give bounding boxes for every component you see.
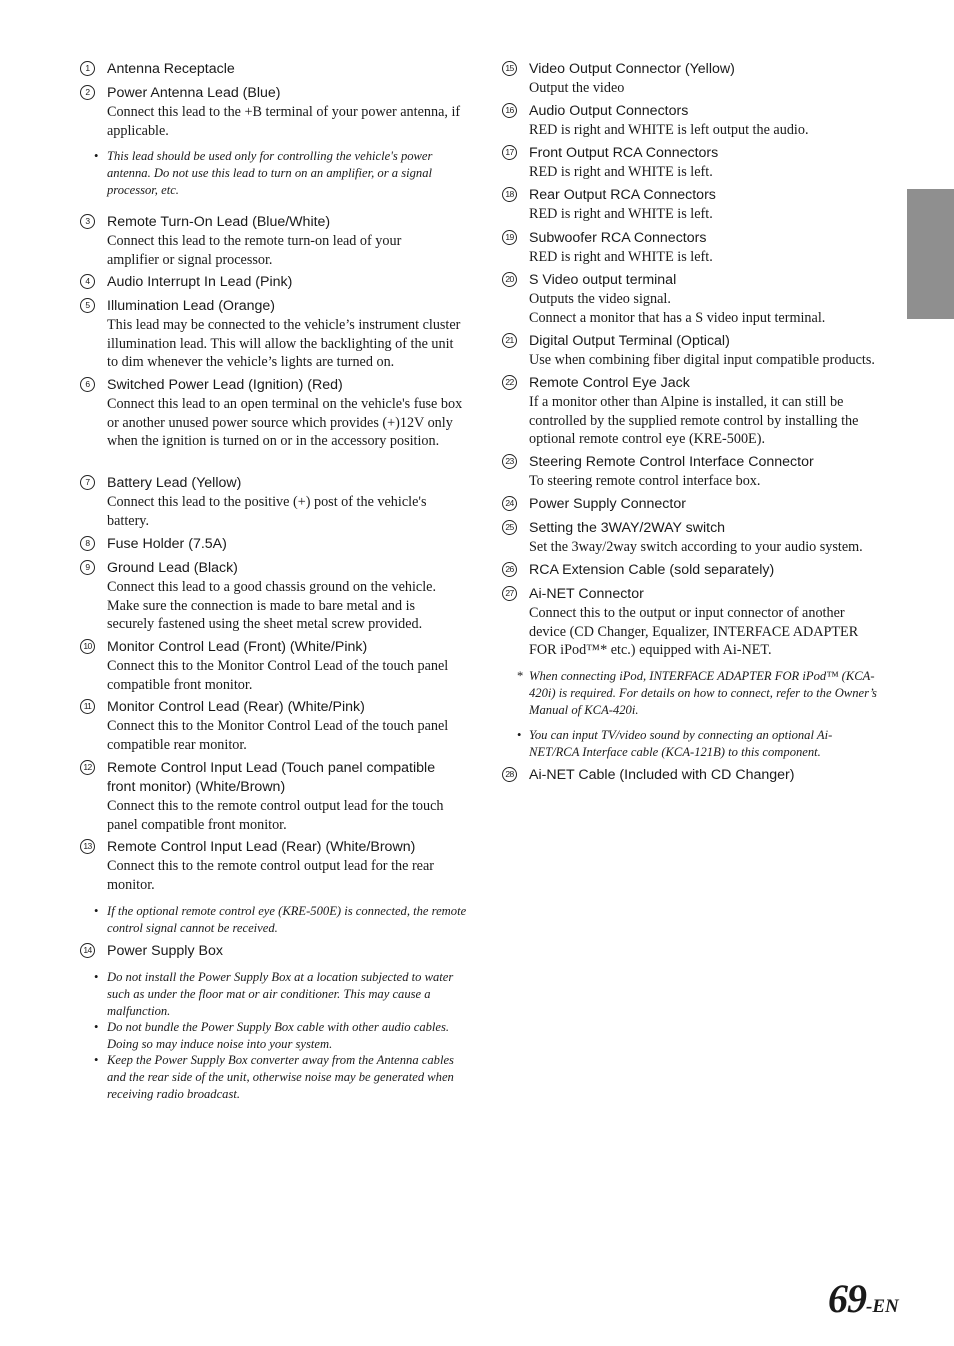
item-title: S Video output terminal (529, 272, 677, 288)
asterisk-marker: * (517, 669, 524, 683)
item-number: 26 (502, 562, 517, 577)
item-number: 12 (80, 760, 95, 775)
item-title: Switched Power Lead (Ignition) (Red) (107, 377, 343, 393)
item-title: Ground Lead (Black) (107, 560, 238, 576)
item-number: 17 (502, 145, 517, 160)
item-title: Monitor Control Lead (Rear) (White/Pink) (107, 699, 365, 715)
item-description: Connect this lead to a good chassis ground on the vehicle. Make sure the connection is made to bare metal and is securely fastened using the sheet metal screw provided. (107, 579, 437, 632)
item-number: 15 (502, 61, 517, 76)
item-description: Connect this lead to an open terminal on the vehicle's fuse box or another unused power source which provides (+)12V only when the ignition is turned on or in the accessory position. (107, 396, 463, 449)
item-number: 23 (502, 454, 517, 469)
item-description: RED is right and WHITE is left. (529, 206, 713, 222)
item-description: Set the 3way/2way switch according to your audio system. (529, 539, 863, 555)
note-power-box-converter: Keep the Power Supply Box converter away from the Antenna cables and the rear side of the unit, otherwise noise may be generated when receiving radio broadcast. (107, 1053, 454, 1101)
item-number: 8 (80, 536, 95, 551)
item-title: Audio Output Connectors (529, 103, 689, 119)
bullet-marker: • (94, 1053, 99, 1067)
item-title: Remote Turn-On Lead (Blue/White) (107, 214, 331, 230)
item-number: 16 (502, 103, 517, 118)
bullet-marker: • (94, 1020, 99, 1034)
note-antenna: This lead should be used only for controlling the vehicle's power antenna. Do not use this lead to turn on an amplifier, or a signal processor, etc. (107, 149, 433, 197)
item-number: 13 (80, 839, 95, 854)
item-description-line2: Connect a monitor that has a S video input terminal. (529, 309, 826, 326)
item-description: RED is right and WHITE is left output the audio. (529, 122, 809, 138)
item-title: Setting the 3WAY/2WAY switch (529, 520, 726, 536)
item-number: 7 (80, 475, 95, 490)
item-title: Battery Lead (Yellow) (107, 475, 242, 491)
item-number: 1 (80, 61, 95, 76)
item-number: 19 (502, 230, 517, 245)
item-title: Remote Control Input Lead (Rear) (White/Brown) (107, 839, 416, 855)
item-title: Front Output RCA Connectors (529, 145, 719, 161)
item-title: Steering Remote Control Interface Connector (529, 454, 814, 470)
item-description: Connect this lead to the remote turn-on lead of your amplifier or signal processor. (107, 233, 402, 268)
item-description: If a monitor other than Alpine is installed, it can still be controlled by the supplied remote control by installing the optional remote control eye (KRE-500E). (529, 394, 859, 447)
item-description: RED is right and WHITE is left. (529, 249, 713, 265)
item-number: 2 (80, 85, 95, 100)
item-number: 4 (80, 274, 95, 289)
item-description: This lead may be connected to the vehicle’s instrument cluster illumination lead. This will allow the backlighting of the unit to dim whenever the vehicle’s lights are turned on. (107, 317, 461, 370)
item-description: Connect this to the output or input connector of another device (CD Changer, Equalizer, INTERFACE ADAPTER FOR iPod™* etc.) equipped with Ai-NET. (529, 605, 859, 658)
item-number: 28 (502, 767, 517, 782)
item-description: RED is right and WHITE is left. (529, 164, 713, 180)
item-number: 22 (502, 375, 517, 390)
item-number: 3 (80, 214, 95, 229)
item-title: Remote Control Eye Jack (529, 375, 690, 391)
section-tab (907, 189, 954, 319)
note-ipod-adapter: When connecting iPod, INTERFACE ADAPTER FOR iPod™ (KCA-420i) is required. For details on how to connect, refer to the Owner’s Manual of KCA-420i. (529, 669, 877, 717)
item-number: 18 (502, 187, 517, 202)
item-description: To steering remote control interface box. (529, 473, 761, 489)
bullet-marker: • (94, 970, 99, 984)
bullet-marker: • (94, 149, 99, 163)
item-title: Rear Output RCA Connectors (529, 187, 716, 203)
item-number: 25 (502, 520, 517, 535)
item-title: Ai-NET Connector (529, 586, 644, 602)
bullet-marker: • (94, 904, 99, 918)
page-number-suffix: -EN (866, 1296, 899, 1317)
item-title: Digital Output Terminal (Optical) (529, 333, 730, 349)
item-description: Use when combining fiber digital input compatible products. (529, 352, 875, 368)
page-number (828, 1275, 899, 1322)
item-number: 10 (80, 639, 95, 654)
item-title: Video Output Connector (Yellow) (529, 61, 735, 77)
note-remote-eye: If the optional remote control eye (KRE-500E) is connected, the remote control signal cannot be received. (107, 904, 467, 935)
item-description: Output the video (529, 80, 625, 96)
item-description: Connect this to the remote control output lead for the touch panel compatible front monitor. (107, 798, 444, 833)
item-number: 11 (80, 699, 95, 714)
item-title: Ai-NET Cable (Included with CD Changer) (529, 767, 795, 783)
note-ai-net-rca: You can input TV/video sound by connecting an optional Ai-NET/RCA Interface cable (KCA-121B) to this component. (529, 728, 833, 759)
item-number: 9 (80, 560, 95, 575)
note-power-box-cable: Do not bundle the Power Supply Box cable with other audio cables. Doing so may induce noise into your system. (107, 1020, 450, 1051)
item-title: Remote Control Input Lead (Touch panel compatible (107, 760, 436, 776)
item-number: 20 (502, 272, 517, 287)
item-number: 14 (80, 943, 95, 958)
item-number: 21 (502, 333, 517, 348)
item-number: 24 (502, 496, 517, 511)
item-number: 6 (80, 377, 95, 392)
note-power-box-location: Do not install the Power Supply Box at a location subjected to water such as under the floor mat or air conditioner. This may cause a malfunction. (107, 970, 454, 1018)
item-title: Power Supply Connector (529, 496, 686, 512)
bullet-marker: • (517, 728, 522, 742)
item-title: Power Supply Box (107, 943, 223, 959)
item-number: 5 (80, 298, 95, 313)
item-title: Antenna Receptacle (107, 61, 235, 77)
item-description: Connect this lead to the +B terminal of your power antenna, if applicable. (107, 104, 461, 139)
item-description: Connect this lead to the positive (+) post of the vehicle's battery. (107, 494, 427, 529)
item-description: Connect this to the remote control output lead for the rear monitor. (107, 858, 434, 893)
item-title-continued: front monitor) (White/Brown) (107, 779, 286, 795)
item-title: Monitor Control Lead (Front) (White/Pink) (107, 639, 368, 655)
item-description: Connect this to the Monitor Control Lead of the touch panel compatible rear monitor. (107, 718, 449, 753)
item-title: Audio Interrupt In Lead (Pink) (107, 274, 293, 290)
item-title: Fuse Holder (7.5A) (107, 536, 227, 552)
item-title: Illumination Lead (Orange) (107, 298, 275, 314)
item-title: RCA Extension Cable (sold separately) (529, 562, 775, 578)
item-description: Connect this to the Monitor Control Lead of the touch panel compatible front monitor. (107, 658, 449, 693)
item-title: Power Antenna Lead (Blue) (107, 85, 281, 101)
page-number-value: 69 (828, 1276, 866, 1321)
item-number: 27 (502, 586, 517, 601)
item-description: Outputs the video signal. (529, 291, 671, 307)
item-title: Subwoofer RCA Connectors (529, 230, 707, 246)
